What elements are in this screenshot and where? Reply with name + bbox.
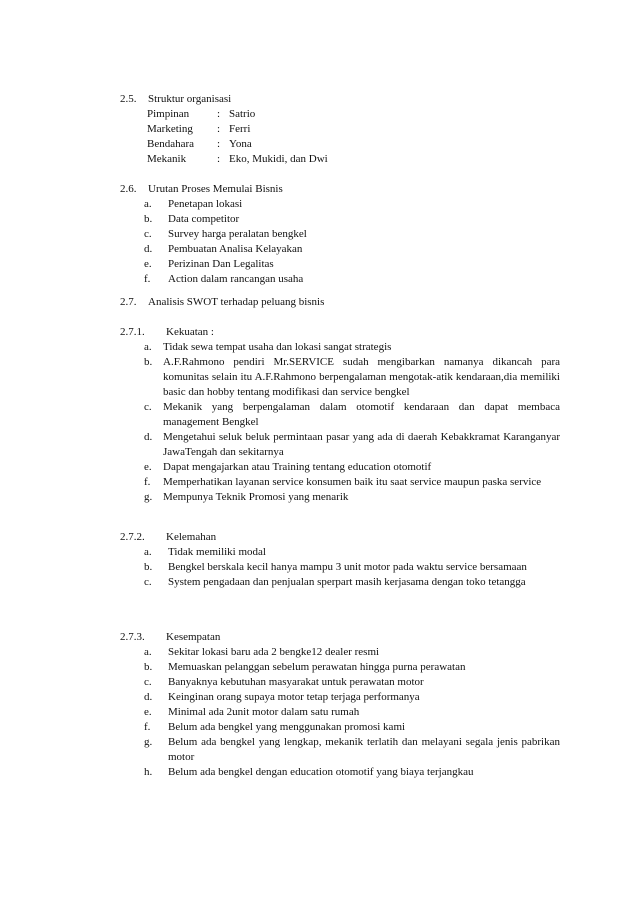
item-letter: a. xyxy=(144,646,152,658)
item-letter: a. xyxy=(144,198,152,210)
list-item xyxy=(120,272,560,287)
item-text: Keinginan orang supaya motor tetap terjaga performanya xyxy=(168,691,420,703)
section-urutan-proses xyxy=(120,182,560,287)
item-text: Action dalam rancangan usaha xyxy=(168,273,304,285)
section-heading xyxy=(120,182,560,197)
list-item xyxy=(120,197,560,212)
item-letter: f. xyxy=(144,273,151,285)
item-text: Memuaskan pelanggan sebelum perawatan hingga purna perawatan xyxy=(168,661,466,673)
list-item xyxy=(120,430,560,460)
item-text: Perizinan Dan Legalitas xyxy=(168,258,274,270)
org-role: Bendahara xyxy=(147,138,195,150)
list-item xyxy=(120,475,560,490)
list-item xyxy=(120,490,560,505)
org-colon: : xyxy=(217,108,221,120)
section-heading xyxy=(120,92,560,107)
section-number: 2.7.2. xyxy=(120,531,145,543)
org-colon: : xyxy=(217,138,221,150)
list-item xyxy=(120,560,560,575)
item-letter: a. xyxy=(144,341,152,353)
org-name: Satrio xyxy=(229,108,256,120)
org-row-pimpinan xyxy=(120,107,560,122)
list-item xyxy=(120,575,560,590)
item-text: System pengadaan dan penjualan sperpart masih kerjasama dengan toko tetangga xyxy=(168,576,526,588)
item-letter: e. xyxy=(144,706,152,718)
item-text: Data competitor xyxy=(168,213,240,225)
item-text: Survey harga peralatan bengkel xyxy=(168,228,307,240)
org-name: Eko, Mukidi, dan Dwi xyxy=(229,153,328,165)
org-colon: : xyxy=(217,123,221,135)
section-heading xyxy=(120,530,560,545)
item-letter: h. xyxy=(144,766,153,778)
item-text: Sekitar lokasi baru ada 2 bengke12 dealer resmi xyxy=(168,646,380,658)
org-name: Yona xyxy=(229,138,252,150)
list-item xyxy=(120,765,560,780)
item-text: Bengkel berskala kecil hanya mampu 3 unit motor pada waktu service bersamaan xyxy=(168,561,527,573)
item-letter: b. xyxy=(144,213,153,225)
org-role: Pimpinan xyxy=(147,108,190,120)
item-letter: g. xyxy=(144,736,153,748)
section-number: 2.6. xyxy=(120,183,137,195)
item-letter: b. xyxy=(144,561,153,573)
item-letter: f. xyxy=(144,721,151,733)
item-letter: c. xyxy=(144,228,152,240)
item-text: Mengetahui seluk beluk permintaan pasar yang ada di daerah Kebakkramat Karanganyar JawaTengah dan sekitarnya xyxy=(163,431,560,458)
list-item xyxy=(120,212,560,227)
item-text: Banyaknya kebutuhan masyarakat untuk perawatan motor xyxy=(168,676,424,688)
section-number: 2.7.3. xyxy=(120,631,145,643)
section-title: Urutan Proses Memulai Bisnis xyxy=(148,183,283,195)
list-item xyxy=(120,660,560,675)
org-row-mekanik xyxy=(120,152,560,167)
org-name: Ferri xyxy=(229,123,251,135)
list-item xyxy=(120,645,560,660)
item-letter: e. xyxy=(144,461,152,473)
list-item xyxy=(120,690,560,705)
section-number: 2.7. xyxy=(120,296,137,308)
section-kesempatan xyxy=(120,630,560,780)
item-text: A.F.Rahmono pendiri Mr.SERVICE sudah mengibarkan namanya dikancah para komunitas selain itu A.F.Rahmono berpengalaman mengotak-atik kendaraan,dia memiliki basic dan hobby tentang modifikasi dan service bengkel xyxy=(163,356,560,398)
list-item xyxy=(120,460,560,475)
item-text: Dapat mengajarkan atau Training tentang education otomotif xyxy=(163,461,432,473)
item-letter: b. xyxy=(144,661,153,673)
list-item xyxy=(120,355,560,400)
section-title: Kekuatan : xyxy=(166,326,214,338)
item-text: Belum ada bengkel yang lengkap, mekanik terlatih dan melayani segala jenis pabrikan motor xyxy=(168,736,560,763)
org-role: Mekanik xyxy=(147,153,187,165)
item-letter: c. xyxy=(144,401,152,413)
item-text: Belum ada bengkel yang menggunakan promosi kami xyxy=(168,721,406,733)
item-text: Mempunya Teknik Promosi yang menarik xyxy=(163,491,349,503)
item-text: Tidak sewa tempat usaha dan lokasi sangat strategis xyxy=(163,341,392,353)
org-role: Marketing xyxy=(147,123,193,135)
item-text: Belum ada bengkel dengan education otomotif yang biaya terjangkau xyxy=(168,766,474,778)
item-letter: c. xyxy=(144,676,152,688)
list-item xyxy=(120,400,560,430)
list-item xyxy=(120,675,560,690)
item-letter: c. xyxy=(144,576,152,588)
list-item xyxy=(120,242,560,257)
item-letter: d. xyxy=(144,431,153,443)
item-letter: g. xyxy=(144,491,153,503)
list-item xyxy=(120,545,560,560)
list-item xyxy=(120,340,560,355)
list-item xyxy=(120,735,560,765)
section-title: Struktur organisasi xyxy=(148,93,232,105)
org-row-bendahara xyxy=(120,137,560,152)
section-struktur-organisasi xyxy=(120,92,560,167)
list-item xyxy=(120,257,560,272)
section-title: Kesempatan xyxy=(166,631,221,643)
list-item xyxy=(120,720,560,735)
item-text: Minimal ada 2unit motor dalam satu rumah xyxy=(168,706,360,718)
section-title: Kelemahan xyxy=(166,531,217,543)
section-heading xyxy=(120,295,560,310)
item-letter: e. xyxy=(144,258,152,270)
section-kelemahan xyxy=(120,530,560,590)
section-title: Analisis SWOT terhadap peluang bisnis xyxy=(148,296,325,308)
item-letter: b. xyxy=(144,356,153,368)
item-text: Mekanik yang berpengalaman dalam otomotif kendaraan dan dapat membaca management Bengkel xyxy=(163,401,560,428)
item-text: Pembuatan Analisa Kelayakan xyxy=(168,243,303,255)
list-item xyxy=(120,227,560,242)
item-text: Tidak memiliki modal xyxy=(168,546,266,558)
list-item xyxy=(120,705,560,720)
section-number: 2.7.1. xyxy=(120,326,145,338)
section-kekuatan xyxy=(120,325,560,505)
section-analisis-swot xyxy=(120,295,560,310)
item-letter: d. xyxy=(144,691,153,703)
item-text: Penetapan lokasi xyxy=(168,198,243,210)
section-heading xyxy=(120,630,560,645)
item-text: Memperhatikan layanan service konsumen baik itu saat service maupun paska service xyxy=(163,476,542,488)
section-heading xyxy=(120,325,560,340)
org-colon: : xyxy=(217,153,221,165)
section-number: 2.5. xyxy=(120,93,137,105)
item-letter: d. xyxy=(144,243,153,255)
item-letter: f. xyxy=(144,476,151,488)
item-letter: a. xyxy=(144,546,152,558)
org-row-marketing xyxy=(120,122,560,137)
